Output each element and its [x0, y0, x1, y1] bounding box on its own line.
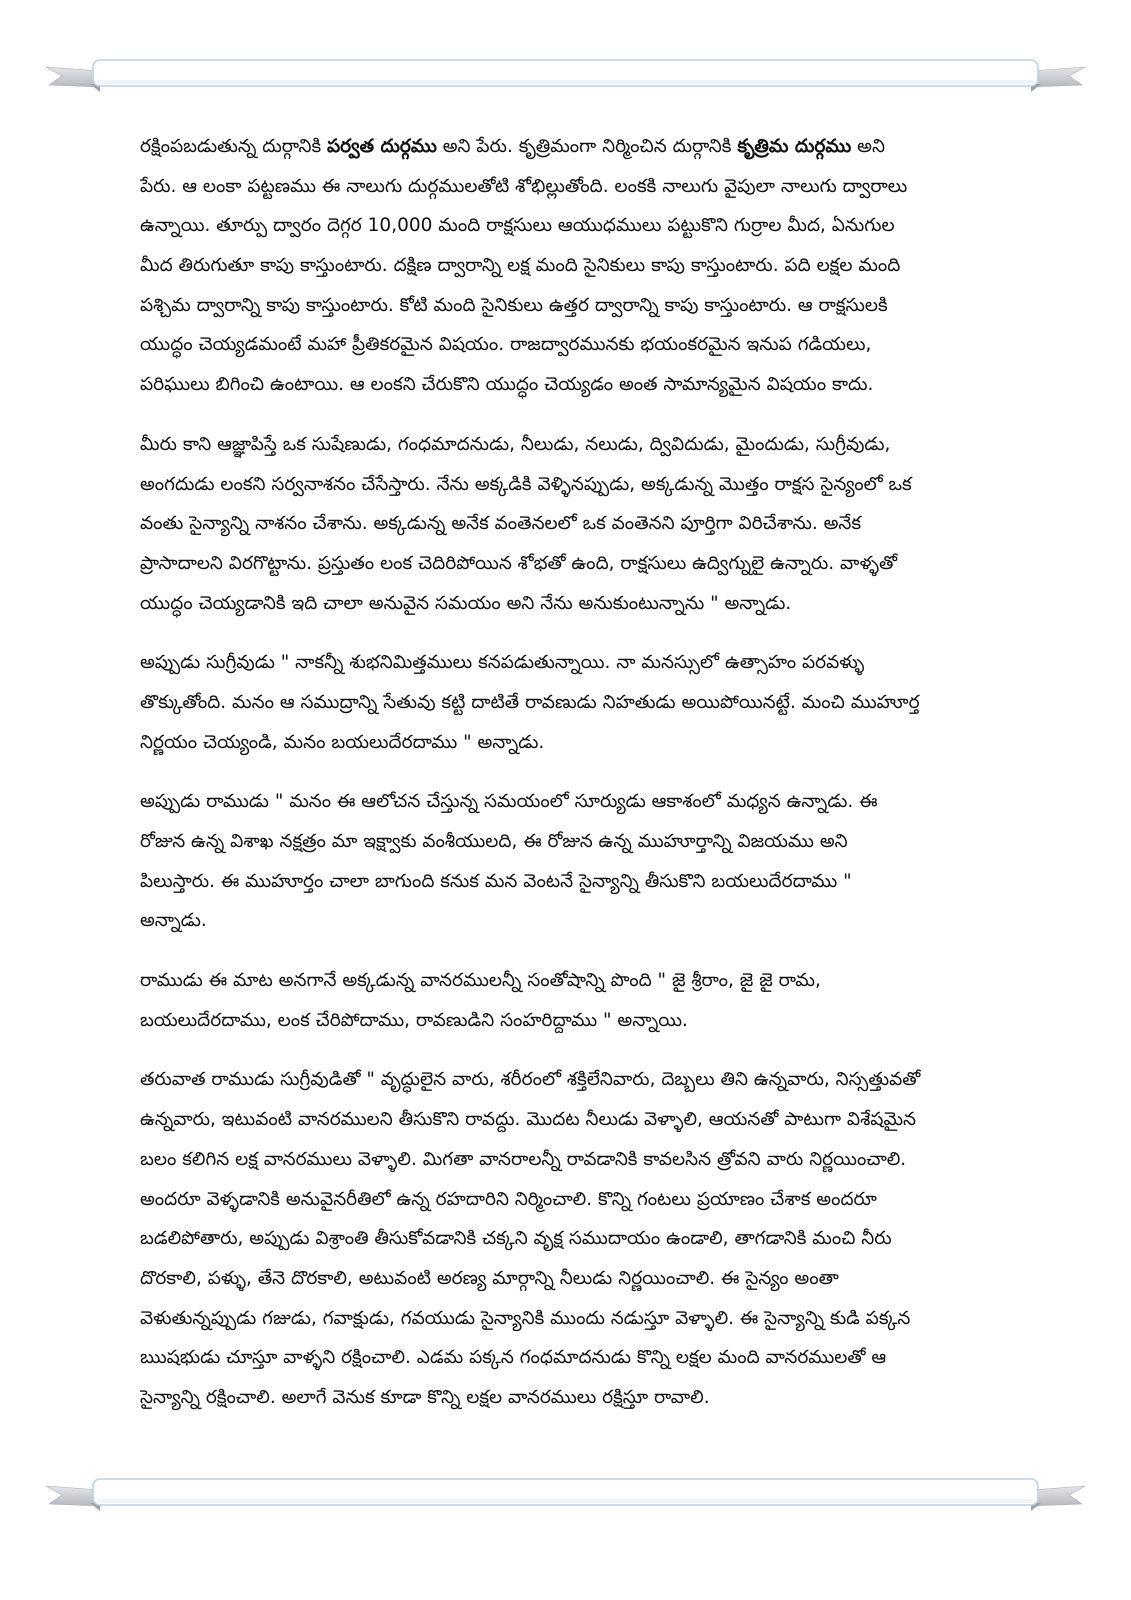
paragraph-line: దొరకాలి, పళ్ళు, తేనె దొరకాలి, అటువంటి అరణ్య మార్గాన్ని నీలుడు నిర్ణయించాలి. ఈ సైన్యం అంతా [140, 1267, 839, 1289]
paragraph-line: పరిఘులు బిగించి ఉంటాయి. ఆ లంకని చేరుకొని యుద్ధం చెయ్యడం అంత సామాన్యమైన విషయం కాదు. [140, 374, 874, 396]
paragraph [140, 782, 980, 941]
paragraph-line: మీరు కాని ఆజ్ఞాపిస్తే ఒక సుషేణుడు, గంధమాదనుడు, నీలుడు, నలుడు, ద్వివిదుడు, మైందుడు, సుగ్రీవుడు, [140, 433, 891, 455]
paragraph [140, 961, 980, 1040]
top-ribbon-banner [0, 50, 1131, 100]
paragraph-line: తరువాత రాముడు సుగ్రీవుడితో " వృద్ధులైన వారు, శరీరంలో శక్తిలేనివారు, దెబ్బలు తిని ఉన్నవారు, నిస్సత్తువతో [140, 1069, 921, 1091]
paragraph-line: యుద్ధం చెయ్యడానికి ఇది చాలా అనువైన సమయం అని నేను అనుకుంటున్నాను " అన్నాడు. [140, 592, 792, 614]
paragraph-line: మీద తిరుగుతూ కాపు కాస్తుంటారు. దక్షిణ ద్వారాన్ని లక్ష మంది సైనికులు కాపు కాస్తుంటారు. పది లక్షల మంది [140, 255, 901, 277]
text-segment: అని పేరు. కృత్రిమంగా నిర్మించిన దుర్గానికి [436, 136, 738, 157]
paragraph-line: పిలుస్తారు. ఈ ముహూర్తం చాలా బాగుంది కనుక మన వెంటనే సైన్యాన్ని తీసుకొని బయలుదేరదాము " [140, 870, 852, 892]
paragraph-line: అప్పుడు సుగ్రీవుడు " నాకన్నీ శుభనిమిత్తములు కనపడుతున్నాయి. నా మనస్సులో ఉత్సాహం పరవళ్ళు [140, 652, 865, 674]
paragraph-line: ప్రాసాదాలని విరగొట్టాను. ప్రస్తుతం లంక చెదిరిపోయిన శోభతో ఉంది, రాక్షసులు ఉద్విగ్నులై ఉన్నారు. వాళ్ళతో [140, 552, 898, 574]
paragraph-line: బడలిపోతారు, అప్పుడు విశ్రాంతి తీసుకోవడానికి చక్కని వృక్ష సముదాయం ఉండాలి, తాగడానికి మంచి నీరు [140, 1228, 892, 1250]
paragraph-line: ఉన్నాయి. తూర్పు ద్వారం దెగ్గర 10,000 మంది రాక్షసులు ఆయుధములు పట్టుకొని గుర్రాల మీద, ఏనుగుల [140, 215, 895, 237]
paragraph-line: నిర్ణయం చెయ్యండి, మనం బయలుదేరదాము " అన్నాడు. [140, 731, 545, 753]
ribbon-bar-shade [97, 1499, 1034, 1503]
bottom-ribbon-banner [0, 1469, 1131, 1519]
paragraph-line: రోజున ఉన్న విశాఖ నక్షత్రం మా ఇక్ష్వాకు వంశీయులది, ఈ రోజున ఉన్న ముహూర్తాన్ని విజయము అని [140, 831, 848, 852]
paragraph-line: పేరు. ఆ లంకా పట్టణము ఈ నాలుగు దుర్గములతోటి శోభిల్లుతోంది. లంకకి నాలుగు వైపులా నాలుగు ద్వారాలు [140, 175, 908, 197]
paragraph-line [140, 127, 980, 167]
bold-term: పర్వత దుర్గము [327, 136, 437, 157]
paragraph [140, 1060, 980, 1417]
paragraph-line: ఉన్నవారు, ఇటువంటి వానరములని తీసుకొని రావద్దు. మొదట నీలుడు వెళ్ళాలి, ఆయనతో పాటుగా విశేషమైన [140, 1109, 917, 1131]
paragraph-line: బలం కలిగిన లక్ష వానరములు వెళ్ళాలి. మిగతా వానరాలన్నీ రావడానికి కావలసిన త్రోవని వారు నిర్ణయించాలి. [140, 1148, 907, 1170]
paragraph [140, 425, 980, 623]
paragraph-line: సైన్యాన్ని రక్షించాలి. అలాగే వెనుక కూడా కొన్ని లక్షల వానరములు రక్షిస్తూ రావాలి. [140, 1386, 710, 1408]
document-body [140, 127, 980, 1457]
text-segment: అని [851, 136, 885, 157]
ribbon-bar-shade [97, 80, 1034, 84]
paragraph-line: బయలుదేరదాము, లంక చేరిపోదాము, రావణుడిని సంహరిద్దాము " అన్నాయి. [140, 1009, 688, 1031]
paragraph-line: అప్పుడు రాముడు " మనం ఈ ఆలోచన చేస్తున్న సమయంలో సూర్యుడు ఆకాశంలో మధ్యన ఉన్నాడు. ఈ [140, 791, 878, 813]
paragraph-line: యుద్ధం చెయ్యడమంటే మహా ప్రీతికరమైన విషయం. రాజద్వారమునకు భయంకరమైన ఇనుప గడియలు, [140, 334, 872, 356]
paragraph [140, 127, 980, 405]
paragraph-line: వంతు సైన్యాన్ని నాశనం చేశాను. అక్కడున్న అనేక వంతెనలలో ఒక వంతెనని పూర్తిగా విరిచేశాను. అనేక [140, 513, 862, 535]
paragraph-line: అంగదుడు లంకని సర్వనాశనం చేసేస్తారు. నేను అక్కడికి వెళ్ళినప్పుడు, అక్కడున్న మొత్తం రాక్షస సైన్యంలో ఒక [140, 473, 912, 495]
paragraph-line: వెళుతున్నప్పుడు గజుడు, గవాక్షుడు, గవయుడు సైన్యానికి ముందు నడుస్తూ వెళ్ళాలి. ఈ సైన్యాన్ని కుడి పక్కన [140, 1307, 911, 1329]
paragraph [140, 643, 980, 762]
paragraph-line: అందరూ వెళ్ళడానికి అనువైనరీతిలో ఉన్న రహదారిని నిర్మించాలి. కొన్ని గంటలు ప్రయాణం చేశాక అందరూ [140, 1188, 877, 1210]
paragraph-line: అన్నాడు. [140, 910, 207, 932]
paragraph-line: ఋషభుడు చూస్తూ వాళ్ళని రక్షించాలి. ఎడమ పక్కన గంధమాదనుడు కొన్ని లక్షల మంది వానరములతో ఆ [140, 1347, 887, 1369]
paragraph-line: తొక్కుతోంది. మనం ఆ సముద్రాన్ని సేతువు కట్టి దాటితే రావణుడు నిహతుడు అయిపోయినట్టే. మంచి ముహూర్త [140, 691, 920, 713]
paragraph-line: పశ్చిమ ద్వారాన్ని కాపు కాస్తుంటారు. కోటి మంది సైనికులు ఉత్తర ద్వారాన్ని కాపు కాస్తుంటారు. ఆ రాక్షసులకి [140, 294, 888, 316]
bold-term: కృత్రిమ దుర్గము [737, 136, 852, 157]
paragraph-line: రాముడు ఈ మాట అనగానే అక్కడున్న వానరములన్నీ సంతోషాన్ని పొంది " జై శ్రీరాం, జై జై రామ, [140, 970, 821, 992]
text-segment: రక్షింపబడుతున్న దుర్గానికి [140, 136, 328, 157]
